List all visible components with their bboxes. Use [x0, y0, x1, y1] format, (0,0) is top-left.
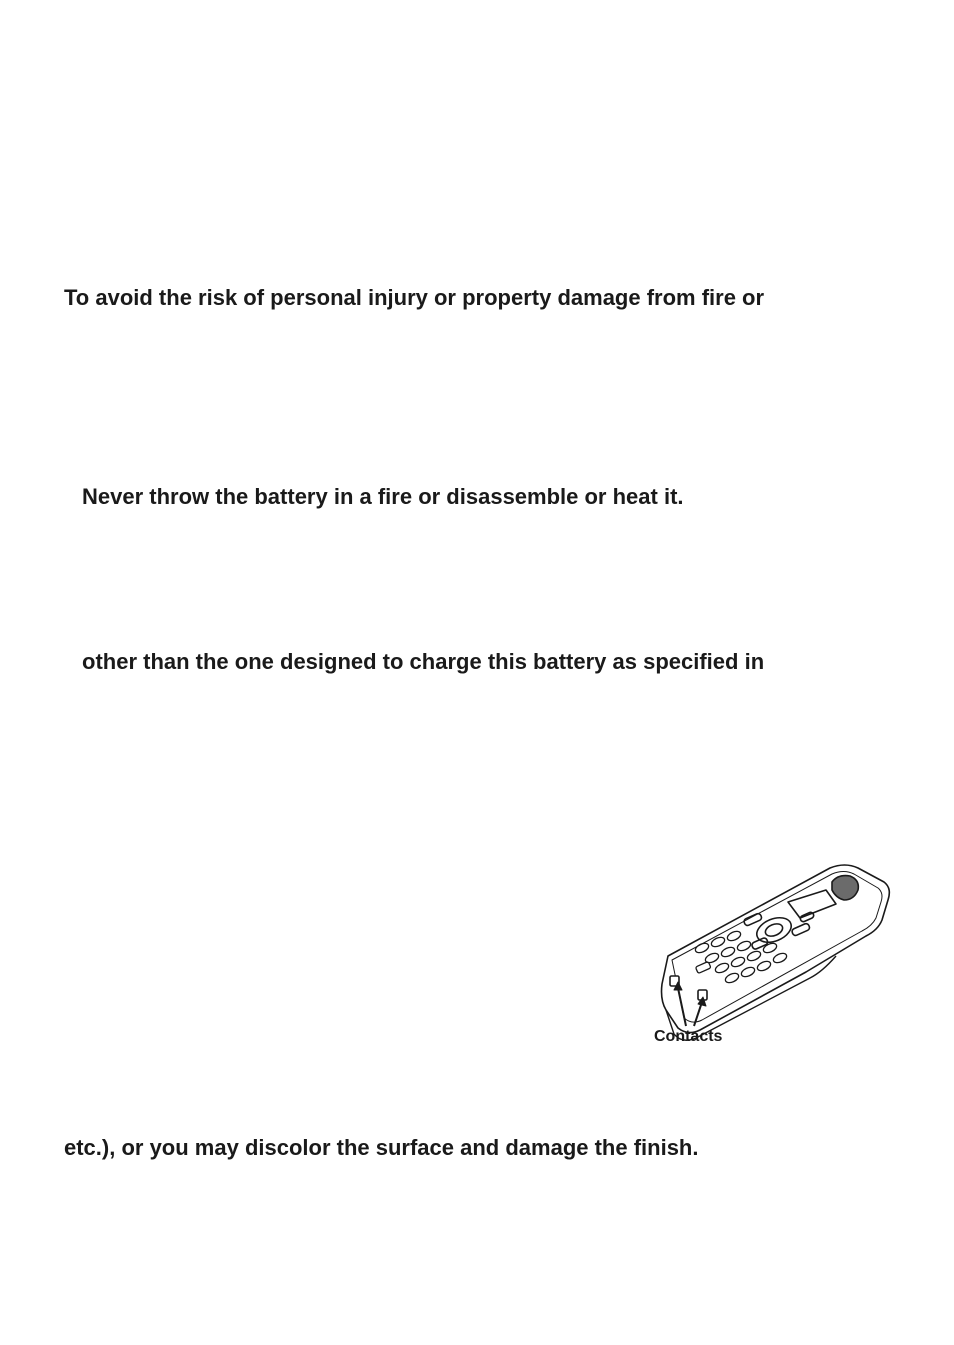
handset-figure [640, 860, 900, 1055]
figure-caption: Contacts [654, 1028, 723, 1045]
text-line-discolor: etc.), or you may discolor the surface and damage the finish. [64, 1135, 699, 1160]
handset-illustration [640, 860, 900, 1055]
text-line-charger: other than the one designed to charge this battery as specified in [82, 649, 765, 674]
earpiece [832, 876, 858, 900]
text-line-fire-risk: To avoid the risk of personal injury or property damage from fire or [64, 285, 765, 310]
text-line-battery-fire: Never throw the battery in a fire or disassemble or heat it. [82, 484, 684, 509]
